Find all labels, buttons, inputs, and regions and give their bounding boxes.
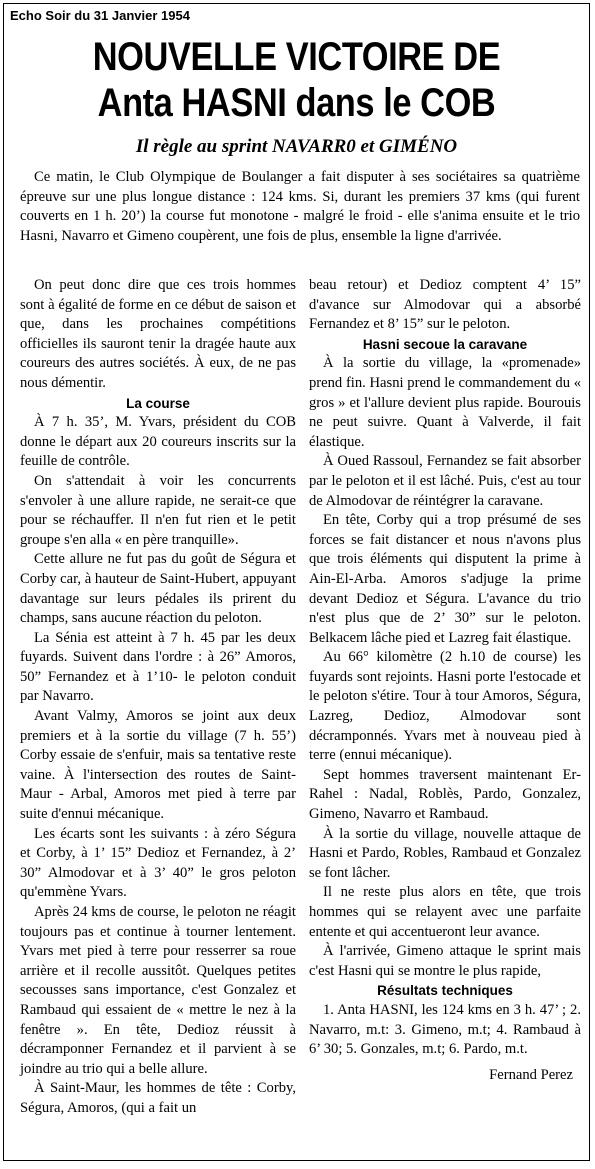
paragraph: À Oued Rassoul, Fernandez se fait absorber par le peloton et il est lâché. Puis, c'est au tour de Almodovar de réintégrer la caravane. xyxy=(309,453,581,509)
lead-text: Ce matin, le Club Olympique de Boulanger a fait disputer à ses sociétaires sa quatrième épreuve sur une plus longue distance : 124 kms. Si, durant les premiers 37 kms (qui furent couverts en 1 h. 20’) la course fut monotone - malgré le froid - elle s'anima ensuite et le trio Hasni, Navarro et Gimeno coupèrent, une fois de plus, ensemble la ligne d'arrivée. xyxy=(20,169,580,244)
headline-line-2: Anta HASNI dans le COB xyxy=(97,81,496,125)
paragraph: À l'arrivée, Gimeno attaque le sprint mais c'est Hasni qui se montre le plus rapide, xyxy=(309,943,581,979)
lead-paragraph xyxy=(20,168,580,246)
subheadline: Il règle au sprint NAVARR0 et GIMÉNO xyxy=(135,136,458,157)
right-column xyxy=(309,276,581,1085)
results-paragraph: 1. Anta HASNI, les 124 kms en 3 h. 47’ ; 2. Navarro, m.t: 3. Gimeno, m.t; 4. Rambaud à 6’ 30; 5. Gonzales, m.t; 6. Pardo, m.t. xyxy=(309,1001,581,1058)
newspaper-page xyxy=(3,3,590,1161)
section-heading-resultats: Résultats techniques xyxy=(377,983,513,999)
paragraph: Les écarts sont les suivants : à zéro Ségura et Corby, à 1’ 15” Dedioz et Fernandez, à 2’ 30” Almodovar et à 3’ 40” le gros peloton qu'emmène Yvars. xyxy=(20,825,296,901)
headline xyxy=(45,34,548,126)
paragraph-continuation: beau retour) et Dedioz comptent 4’ 15” d'avance sur Almodovar qui a absorbé Fernandez et 8’ 15” sur le peloton. xyxy=(309,277,581,333)
author-signature: Fernand Perez xyxy=(489,1066,573,1083)
paragraph: À 7 h. 35’, M. Yvars, président du COB donne le départ aux 20 coureurs inscrits sur la feuille de contrôle. xyxy=(20,414,296,470)
section-heading-la-course: La course xyxy=(126,395,190,411)
paragraph: À Saint-Maur, les hommes de tête : Corby, Ségura, Amoros, (qui a fait un xyxy=(20,1080,296,1116)
paragraph: La Sénia est atteint à 7 h. 45 par les deux fuyards. Suivent dans l'ordre : à 26” Amoros, 50” Fernandez et à 1’10- le peloton conduit par Navarro. xyxy=(20,629,296,705)
paragraph: À la sortie du village, la «promenade» prend fin. Hasni prend le commandement du « gros » et l'allure devient plus rapide. Bourouis ne peut suivre. Quant à Valverde, il fait élastique. xyxy=(309,355,581,450)
headline-line-1: NOUVELLE VICTOIRE DE xyxy=(92,35,501,79)
left-column xyxy=(20,276,296,1119)
paragraph: Cette allure ne fut pas du goût de Ségura et Corby car, à hauteur de Saint-Hubert, appuyant davantage sur leurs pédales ils prirent du champs, sans aucune réaction du peloton. xyxy=(20,551,296,627)
paragraph: Sept hommes traversent maintenant Er-Rahel : Nadal, Roblès, Pardo, Gonzalez, Gimeno, Navarro et Rambaud. xyxy=(309,766,581,823)
section-heading-hasni-secoue: Hasni secoue la caravane xyxy=(362,336,528,352)
paragraph: Il ne reste plus alors en tête, que trois hommes qui se relayent avec une parfaite entente et qui accentueront leur avance. xyxy=(309,884,581,940)
paragraph: Au 66° kilomètre (2 h.10 de course) les fuyards sont rejoints. Hasni porte l'estocade et le peloton s'étire. Tour à tour Amoros, Ségura, Lazreg, Dedioz, Almodovar sont décramponnés. Yvars met à nouveau pied à terre (ennui mécanique). xyxy=(309,649,581,764)
paragraph: À la sortie du village, nouvelle attaque de Hasni et Pardo, Robles, Rambaud et Gonzalez se font lâcher. xyxy=(309,825,581,881)
paragraph: On s'attendait à voir les concurrents s'envoler à une allure rapide, ne serait-ce que pour se réchauffer. Il n'en fut rien et le petit groupe s'en alla « en père tranquille». xyxy=(20,472,296,548)
paragraph: Après 24 kms de course, le peloton ne réagit toujours pas et continue à tourner lentement. Yvars met pied à terre pour resserrer sa roue arrière et il recolle aussitôt. Quelques petites secousses sans importance, c'est Gonzalez et Rambaud qui essaient de « mettre le nez à la fenêtre ». En tête, Dedioz réussit à décramponner Fernandez et il parvient à se joindre au trio qui a belle allure. xyxy=(20,904,296,1077)
paragraph: On peut donc dire que ces trois hommes sont à égalité de forme en ce début de saison et que, dans les prochaines compétitions officielles ils sauront tenir la dragée haute aux coureurs des autres sociétés. À eux, de ne pas nous démentir. xyxy=(20,277,296,391)
paragraph: Avant Valmy, Amoros se joint aux deux premiers et à la sortie du village (7 h. 55’) Corby essaie de s'enfuir, mais sa tentative reste vaine. À l'intersection des routes de Saint-Maur - Arbal, Amoros met pied à terre par suite d'ennui mécanique. xyxy=(20,708,296,823)
paragraph: En tête, Corby qui a trop présumé de ses forces se fait distancer et nous n'avons plus que trois éléments qui disputent la prime à Ain-El-Arba. Amoros s'adjuge la prime devant Dedioz et Ségura. L'avance du trio n'est plus que de 2’ 30” sur le peloton. Belkacem lâche pied et Lazreg fait élastique. xyxy=(309,512,581,646)
dateline: Echo Soir du 31 Janvier 1954 xyxy=(10,8,190,23)
